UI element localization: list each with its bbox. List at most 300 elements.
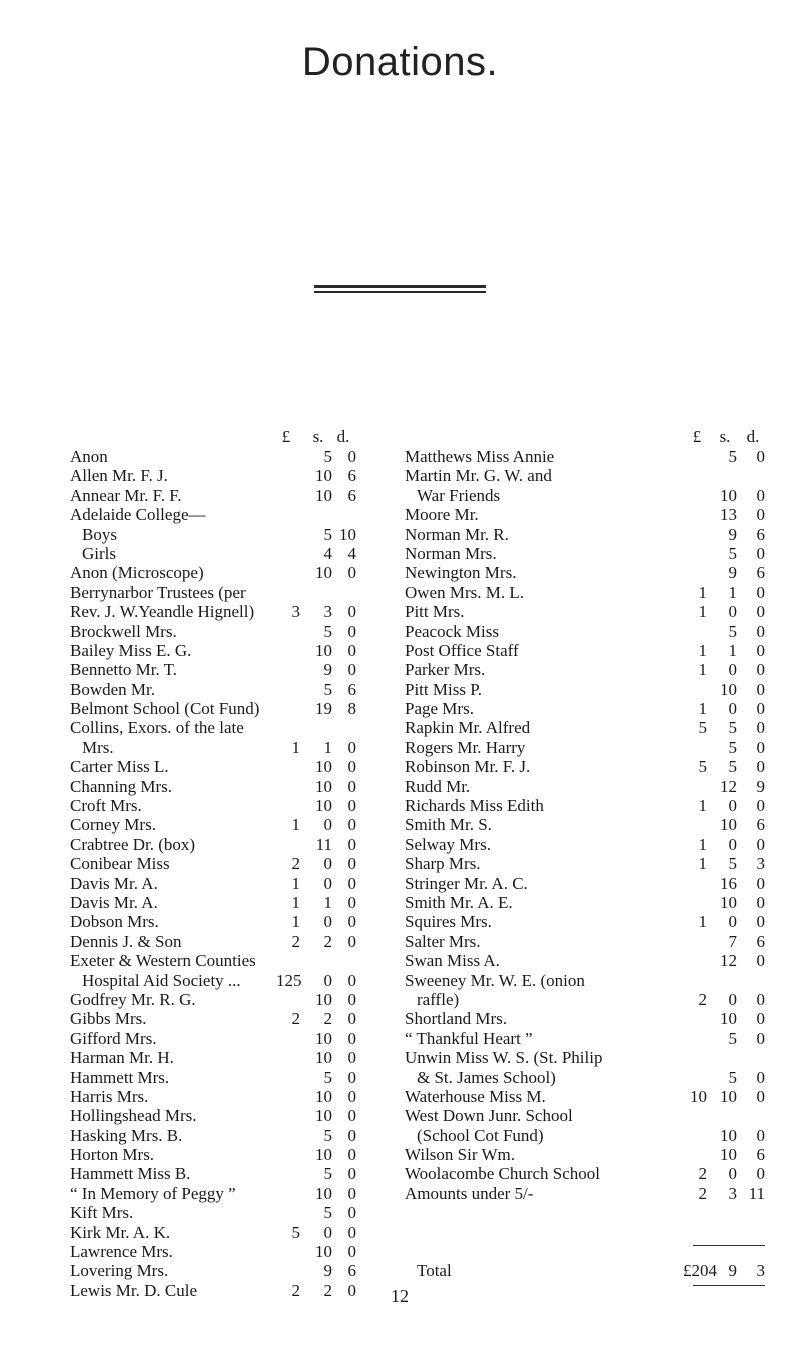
amount-pounds: 5	[291, 1222, 300, 1242]
amount-pence: 0	[347, 757, 356, 777]
right-currency-header	[405, 427, 763, 447]
donor-name: Gibbs Mrs.	[70, 1009, 147, 1029]
amount-pence: 0	[756, 796, 765, 816]
donation-row	[405, 466, 763, 485]
pence-head: d.	[336, 427, 350, 446]
page-title: Donations.	[301, 40, 499, 84]
amount-pence: 11	[748, 1183, 765, 1203]
amount-shillings: 10	[315, 757, 332, 777]
donor-name: Rev. J. W.Yeandle Hignell)	[70, 602, 255, 622]
left-currency-header	[70, 427, 398, 447]
amount-shillings: 0	[728, 699, 737, 719]
amount-pence: 3	[756, 1261, 765, 1281]
amount-pence: 0	[756, 1086, 765, 1106]
amount-pounds: 1	[291, 892, 300, 912]
donation-row	[405, 990, 763, 1009]
donor-name: Newington Mrs.	[405, 563, 517, 583]
amount-shillings: 9	[323, 660, 332, 680]
donor-name: Brockwell Mrs.	[70, 621, 177, 641]
donation-row	[405, 815, 763, 834]
amount-shillings: 5	[323, 621, 332, 641]
donation-row	[405, 1203, 763, 1222]
donation-row	[405, 1048, 763, 1067]
donor-name: Kirk Mr. A. K.	[70, 1222, 171, 1242]
donor-name: Anon (Microscope)	[70, 563, 204, 583]
amount-shillings: 5	[323, 1164, 332, 1184]
amount-pence: 0	[347, 873, 356, 893]
amount-pence: 3	[756, 854, 765, 874]
amount-shillings: 9	[728, 563, 737, 583]
donation-row	[405, 893, 763, 912]
amount-pence: 0	[347, 1106, 356, 1126]
amount-pence: 0	[756, 1009, 765, 1029]
donor-name: Lovering Mrs.	[70, 1261, 169, 1281]
donor-name: Hollingshead Mrs.	[70, 1106, 197, 1126]
amount-shillings: 5	[728, 1067, 737, 1087]
donation-row	[405, 835, 763, 854]
amount-pence: 0	[756, 447, 765, 466]
donor-name: Corney Mrs.	[70, 815, 156, 835]
amount-pence: 6	[756, 524, 765, 544]
amount-shillings: 0	[323, 1222, 332, 1242]
amount-pence: 0	[756, 640, 765, 660]
donation-row	[405, 641, 763, 660]
donor-name: Parker Mrs.	[405, 660, 486, 680]
amount-pence: 6	[756, 815, 765, 835]
amount-shillings: 0	[323, 970, 332, 990]
amount-pence: 0	[756, 602, 765, 622]
amount-pence: 0	[756, 892, 765, 912]
donor-name: Swan Miss A.	[405, 951, 500, 971]
donation-row	[405, 505, 763, 524]
amount-pounds: 2	[291, 1280, 300, 1300]
amount-shillings: 9	[728, 1261, 737, 1281]
donor-name: Croft Mrs.	[70, 796, 142, 816]
amount-shillings: 2	[323, 1280, 332, 1300]
donation-row	[405, 680, 763, 699]
donations-right-column	[405, 447, 763, 1281]
donor-name: Salter Mrs.	[405, 931, 481, 951]
donation-row	[405, 1145, 763, 1164]
amount-pence: 9	[756, 776, 765, 796]
amount-pounds: 1	[291, 873, 300, 893]
donor-name: “ In Memory of Peggy ”	[70, 1183, 236, 1203]
amount-pence: 0	[756, 660, 765, 680]
donation-row	[70, 1242, 398, 1261]
donor-name: “ Thankful Heart ”	[405, 1028, 533, 1048]
amount-shillings: 1	[323, 892, 332, 912]
total-rule-top	[693, 1245, 765, 1246]
donation-row	[405, 486, 763, 505]
donor-name: Hammett Miss B.	[70, 1164, 191, 1184]
donor-name: raffle)	[417, 989, 460, 1009]
amount-shillings: 16	[720, 873, 737, 893]
amount-shillings: 10	[315, 466, 332, 486]
amount-shillings: 9	[728, 524, 737, 544]
amount-shillings: 10	[720, 1009, 737, 1029]
donation-row	[70, 1184, 398, 1203]
amount-pounds: £204	[683, 1261, 717, 1281]
donation-row	[70, 738, 398, 757]
donor-name: Squires Mrs.	[405, 912, 492, 932]
donor-name: Girls	[82, 543, 116, 563]
donation-row	[70, 815, 398, 834]
title-rule-lower	[314, 291, 486, 293]
donation-row	[70, 932, 398, 951]
donor-name: Woolacombe Church School	[405, 1164, 601, 1184]
donor-name: Norman Mrs.	[405, 543, 497, 563]
amount-pence: 0	[756, 757, 765, 777]
donation-row	[405, 932, 763, 951]
amount-pence: 0	[347, 660, 356, 680]
donor-name: Selway Mrs.	[405, 834, 491, 854]
donation-row	[405, 874, 763, 893]
donor-name: Martin Mr. G. W. and	[405, 466, 552, 486]
amount-pounds: 1	[698, 582, 707, 602]
donor-name: Exeter & Western Counties	[70, 951, 256, 971]
donation-row	[405, 602, 763, 621]
amount-pounds: 1	[698, 602, 707, 622]
amount-pence: 0	[347, 1145, 356, 1165]
donation-row	[405, 854, 763, 873]
donation-row	[405, 1261, 763, 1280]
amount-pence: 0	[347, 1067, 356, 1087]
donation-row	[405, 971, 763, 990]
donor-name: Bailey Miss E. G.	[70, 640, 192, 660]
amount-pence: 6	[347, 679, 356, 699]
donation-row	[405, 1164, 763, 1183]
amount-shillings: 3	[323, 602, 332, 622]
amount-shillings: 0	[728, 796, 737, 816]
amount-shillings: 12	[720, 951, 737, 971]
amount-shillings: 13	[720, 505, 737, 525]
amount-shillings: 19	[315, 699, 332, 719]
amount-pence: 6	[756, 1145, 765, 1165]
amount-shillings: 10	[720, 815, 737, 835]
amount-shillings: 10	[315, 796, 332, 816]
donation-row	[405, 757, 763, 776]
amount-shillings: 1	[728, 582, 737, 602]
donation-row	[70, 699, 398, 718]
donation-row	[70, 583, 398, 602]
donation-row	[405, 583, 763, 602]
amount-pence: 0	[756, 1067, 765, 1087]
amount-pence: 0	[756, 951, 765, 971]
donor-name: Moore Mr.	[405, 505, 479, 525]
donor-name: Dennis J. & Son	[70, 931, 182, 951]
donation-row	[70, 854, 398, 873]
amount-shillings: 10	[720, 892, 737, 912]
donation-row	[70, 447, 398, 466]
donor-name: Matthews Miss Annie	[405, 447, 555, 466]
donation-row	[70, 486, 398, 505]
amount-pence: 6	[347, 1261, 356, 1281]
pence-head: d.	[746, 427, 760, 446]
amount-pence: 0	[756, 912, 765, 932]
donations-left-column	[70, 447, 398, 1300]
donor-name: Waterhouse Miss M.	[405, 1086, 546, 1106]
donor-name: Lewis Mr. D. Cule	[70, 1280, 198, 1300]
amount-pounds: 1	[698, 660, 707, 680]
donation-row	[405, 563, 763, 582]
amount-shillings: 10	[315, 1086, 332, 1106]
amount-pence: 0	[347, 931, 356, 951]
donation-row	[70, 680, 398, 699]
amount-pence: 6	[347, 485, 356, 505]
amount-shillings: 5	[323, 1203, 332, 1223]
amount-pounds: 2	[291, 854, 300, 874]
donor-name: Sharp Mrs.	[405, 854, 481, 874]
donor-name: Smith Mr. S.	[405, 815, 492, 835]
amount-shillings: 0	[728, 1164, 737, 1184]
amount-pence: 6	[756, 563, 765, 583]
amount-pence: 0	[347, 776, 356, 796]
donation-row	[70, 641, 398, 660]
amount-pence: 8	[347, 699, 356, 719]
amount-pence: 0	[756, 485, 765, 505]
amount-shillings: 10	[720, 1125, 737, 1145]
donation-row	[70, 1223, 398, 1242]
amount-shillings: 10	[315, 1106, 332, 1126]
page-number: 12	[391, 1286, 409, 1306]
donor-name: (School Cot Fund)	[417, 1125, 544, 1145]
donation-row	[405, 660, 763, 679]
donation-row	[405, 1126, 763, 1145]
donation-row	[70, 835, 398, 854]
donor-name: Lawrence Mrs.	[70, 1242, 173, 1262]
amount-pounds: 1	[698, 796, 707, 816]
donation-row	[70, 1106, 398, 1125]
donation-row	[70, 602, 398, 621]
amount-shillings: 10	[315, 989, 332, 1009]
amount-pence: 0	[347, 1203, 356, 1223]
donation-row	[70, 1029, 398, 1048]
donation-row	[70, 1087, 398, 1106]
donor-name: Harris Mrs.	[70, 1086, 149, 1106]
amount-shillings: 5	[323, 679, 332, 699]
amount-shillings: 5	[728, 718, 737, 738]
amount-pounds: 2	[291, 931, 300, 951]
amount-shillings: 0	[728, 834, 737, 854]
donation-row	[405, 699, 763, 718]
amount-shillings: 0	[323, 854, 332, 874]
amount-pounds: 5	[698, 757, 707, 777]
amount-pence: 0	[347, 602, 356, 622]
donation-row	[70, 544, 398, 563]
amount-shillings: 11	[315, 834, 332, 854]
donor-name: Total	[417, 1261, 452, 1281]
amount-pounds: 2	[291, 1009, 300, 1029]
amount-pounds: 2	[698, 1164, 707, 1184]
donor-name: Davis Mr. A.	[70, 892, 158, 912]
donation-row	[70, 893, 398, 912]
amount-pence: 0	[347, 1125, 356, 1145]
amount-shillings: 10	[315, 1028, 332, 1048]
donation-row	[405, 1029, 763, 1048]
amount-pounds: 1	[291, 815, 300, 835]
amount-pence: 6	[347, 466, 356, 486]
donation-row	[405, 777, 763, 796]
donation-row	[405, 1068, 763, 1087]
donation-row	[70, 1164, 398, 1183]
donor-name: Wilson Sir Wm.	[405, 1145, 515, 1165]
amount-shillings: 5	[323, 524, 332, 544]
donor-name: Unwin Miss W. S. (St. Philip	[405, 1048, 603, 1068]
donation-row	[70, 912, 398, 931]
amount-shillings: 1	[323, 737, 332, 757]
amount-shillings: 2	[323, 1009, 332, 1029]
amount-shillings: 0	[728, 602, 737, 622]
donor-name: Berrynarbor Trustees (per	[70, 582, 246, 602]
amount-pence: 4	[347, 543, 356, 563]
donation-row	[405, 447, 763, 466]
donor-name: Page Mrs.	[405, 699, 474, 719]
amount-pence: 0	[347, 815, 356, 835]
amount-pence: 0	[347, 970, 356, 990]
donation-row	[405, 544, 763, 563]
amount-shillings: 4	[323, 543, 332, 563]
donor-name: Richards Miss Edith	[405, 796, 544, 816]
donor-name: War Friends	[417, 485, 501, 505]
amount-pence: 0	[347, 834, 356, 854]
donor-name: Davis Mr. A.	[70, 873, 158, 893]
amount-pounds: 125	[276, 970, 302, 990]
donor-name: Dobson Mrs.	[70, 912, 159, 932]
donor-name: Pitt Miss P.	[405, 679, 483, 699]
amount-pence: 0	[347, 1280, 356, 1300]
amount-shillings: 10	[315, 485, 332, 505]
donation-row	[405, 718, 763, 737]
donation-row	[405, 1184, 763, 1203]
donor-name: Carter Miss L.	[70, 757, 169, 777]
donation-row	[70, 874, 398, 893]
donor-name: Robinson Mr. F. J.	[405, 757, 531, 777]
donor-name: Peacock Miss	[405, 621, 499, 641]
amount-shillings: 1	[728, 640, 737, 660]
shillings-head: s.	[312, 427, 324, 446]
amount-pence: 0	[347, 854, 356, 874]
donation-row	[70, 796, 398, 815]
amount-shillings: 5	[728, 543, 737, 563]
amount-shillings: 5	[323, 447, 332, 466]
donor-name: Mrs.	[82, 737, 114, 757]
amount-pence: 0	[347, 621, 356, 641]
donation-row	[70, 563, 398, 582]
donation-row	[405, 951, 763, 970]
donation-row	[70, 622, 398, 641]
pounds-head: £	[281, 427, 291, 446]
amount-shillings: 10	[315, 776, 332, 796]
donation-row	[70, 757, 398, 776]
amount-shillings: 5	[728, 854, 737, 874]
donation-row	[70, 951, 398, 970]
donor-name: Hasking Mrs. B.	[70, 1125, 183, 1145]
amount-pence: 0	[347, 1048, 356, 1068]
donor-name: Collins, Exors. of the late	[70, 718, 244, 738]
amount-pence: 0	[347, 1164, 356, 1184]
amount-pounds: 3	[291, 602, 300, 622]
amount-shillings: 5	[728, 737, 737, 757]
amount-shillings: 0	[728, 989, 737, 1009]
amount-pounds: 1	[698, 854, 707, 874]
donor-name: Bennetto Mr. T.	[70, 660, 178, 680]
amount-shillings: 9	[323, 1261, 332, 1281]
amount-shillings: 0	[728, 912, 737, 932]
amount-pence: 0	[347, 640, 356, 660]
amount-shillings: 5	[728, 447, 737, 466]
donor-name: Smith Mr. A. E.	[405, 892, 513, 912]
amount-pence: 0	[756, 621, 765, 641]
donation-row	[70, 1126, 398, 1145]
donation-row	[70, 505, 398, 524]
donor-name: Hammett Mrs.	[70, 1067, 170, 1087]
donor-name: Belmont School (Cot Fund)	[70, 699, 260, 719]
donor-name: Boys	[82, 524, 117, 544]
donor-name: Allen Mr. F. J.	[70, 466, 168, 486]
donor-name: Godfrey Mr. R. G.	[70, 989, 196, 1009]
amount-pounds: 2	[698, 989, 707, 1009]
amount-pence: 0	[756, 582, 765, 602]
donation-row	[70, 777, 398, 796]
donor-name: Bowden Mr.	[70, 679, 155, 699]
donor-name: Kift Mrs.	[70, 1203, 134, 1223]
amount-pence: 0	[347, 1242, 356, 1262]
amount-shillings: 5	[323, 1125, 332, 1145]
amount-shillings: 0	[728, 660, 737, 680]
amount-shillings: 3	[728, 1183, 737, 1203]
donation-row	[70, 718, 398, 737]
amount-pence: 0	[756, 505, 765, 525]
pounds-head: £	[692, 427, 702, 446]
amount-shillings: 5	[728, 1028, 737, 1048]
amount-pence: 0	[347, 912, 356, 932]
donation-row	[405, 1106, 763, 1125]
amount-pence: 0	[347, 1028, 356, 1048]
amount-shillings: 10	[720, 679, 737, 699]
donation-row	[405, 525, 763, 544]
amount-shillings: 0	[323, 912, 332, 932]
donation-row	[405, 738, 763, 757]
donor-name: Crabtree Dr. (box)	[70, 834, 196, 854]
donation-row	[405, 1009, 763, 1028]
donation-row	[405, 622, 763, 641]
amount-pounds: 1	[698, 834, 707, 854]
amount-pence: 0	[756, 737, 765, 757]
amount-shillings: 7	[728, 931, 737, 951]
donor-name: Post Office Staff	[405, 640, 519, 660]
donor-name: Harman Mr. H.	[70, 1048, 174, 1068]
donor-name: Gifford Mrs.	[70, 1028, 157, 1048]
donation-row	[405, 1223, 763, 1242]
donation-row	[70, 1261, 398, 1280]
amount-pence: 0	[347, 447, 356, 466]
donor-name: Anon	[70, 447, 108, 466]
donor-name: Rogers Mr. Harry	[405, 737, 526, 757]
donation-row	[70, 1009, 398, 1028]
amount-pence: 0	[347, 563, 356, 583]
amount-pence: 0	[756, 543, 765, 563]
donor-name: Amounts under 5/-	[405, 1183, 534, 1203]
donor-name: Norman Mr. R.	[405, 524, 509, 544]
donor-name: Owen Mrs. M. L.	[405, 582, 524, 602]
amount-pence: 0	[756, 834, 765, 854]
amount-shillings: 12	[720, 776, 737, 796]
amount-pence: 0	[347, 1183, 356, 1203]
amount-pounds: 2	[698, 1183, 707, 1203]
donor-name: Sweeney Mr. W. E. (onion	[405, 970, 585, 990]
amount-pence: 0	[756, 1125, 765, 1145]
amount-shillings: 10	[720, 485, 737, 505]
